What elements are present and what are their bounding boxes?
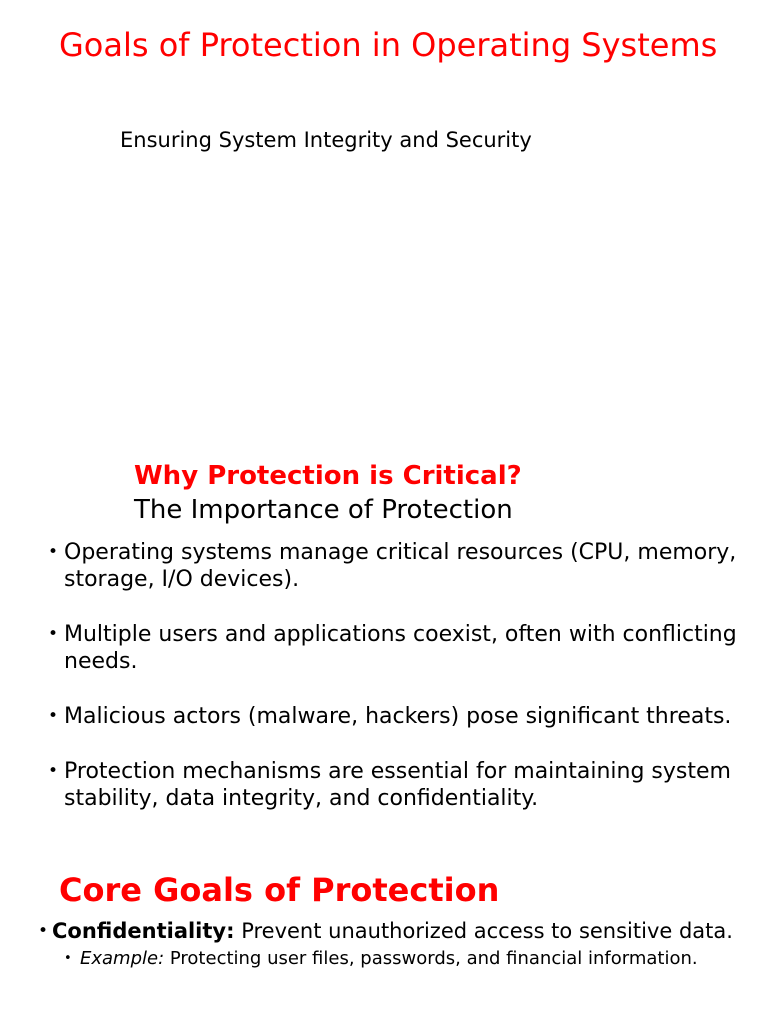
goal-description: Prevent unauthorized access to sensitive data. — [234, 919, 733, 943]
section-subheading-importance: The Importance of Protection — [134, 495, 513, 525]
bullet-text: Multiple users and applications coexist, often with conflicting needs. — [64, 622, 737, 674]
section-heading-why-protection: Why Protection is Critical? — [134, 461, 522, 491]
bullet-dot-icon: • — [48, 761, 59, 781]
slide-title: Goals of Protection in Operating Systems — [59, 26, 718, 64]
bullet-dot-icon: • — [48, 624, 59, 644]
bullet-item — [48, 539, 748, 593]
goal-item-confidentiality — [38, 919, 748, 970]
goal-example-list — [52, 948, 748, 970]
bullet-dot-icon: • — [48, 542, 59, 562]
bullet-dot-icon: • — [64, 951, 72, 966]
slide-subtitle: Ensuring System Integrity and Security — [120, 128, 532, 152]
bullet-dot-icon: • — [38, 921, 49, 941]
example-text: Protecting user files, passwords, and financial information. — [164, 948, 698, 969]
section-heading-core-goals: Core Goals of Protection — [59, 871, 500, 909]
bullet-item — [48, 703, 748, 730]
bullet-dot-icon: • — [48, 706, 59, 726]
core-goals-list — [38, 919, 748, 970]
example-label: Example: — [80, 948, 165, 969]
bullet-text: Operating systems manage critical resources (CPU, memory, storage, I/O devices). — [64, 540, 737, 592]
bullet-item — [48, 621, 748, 675]
goal-example-item — [52, 948, 748, 970]
goal-term: Confidentiality: — [52, 919, 235, 943]
bullet-item — [48, 758, 748, 812]
importance-bullet-list — [48, 539, 748, 840]
bullet-text: Protection mechanisms are essential for maintaining system stability, data integrity, and confidentiality. — [64, 759, 731, 811]
bullet-text: Malicious actors (malware, hackers) pose significant threats. — [64, 704, 732, 729]
